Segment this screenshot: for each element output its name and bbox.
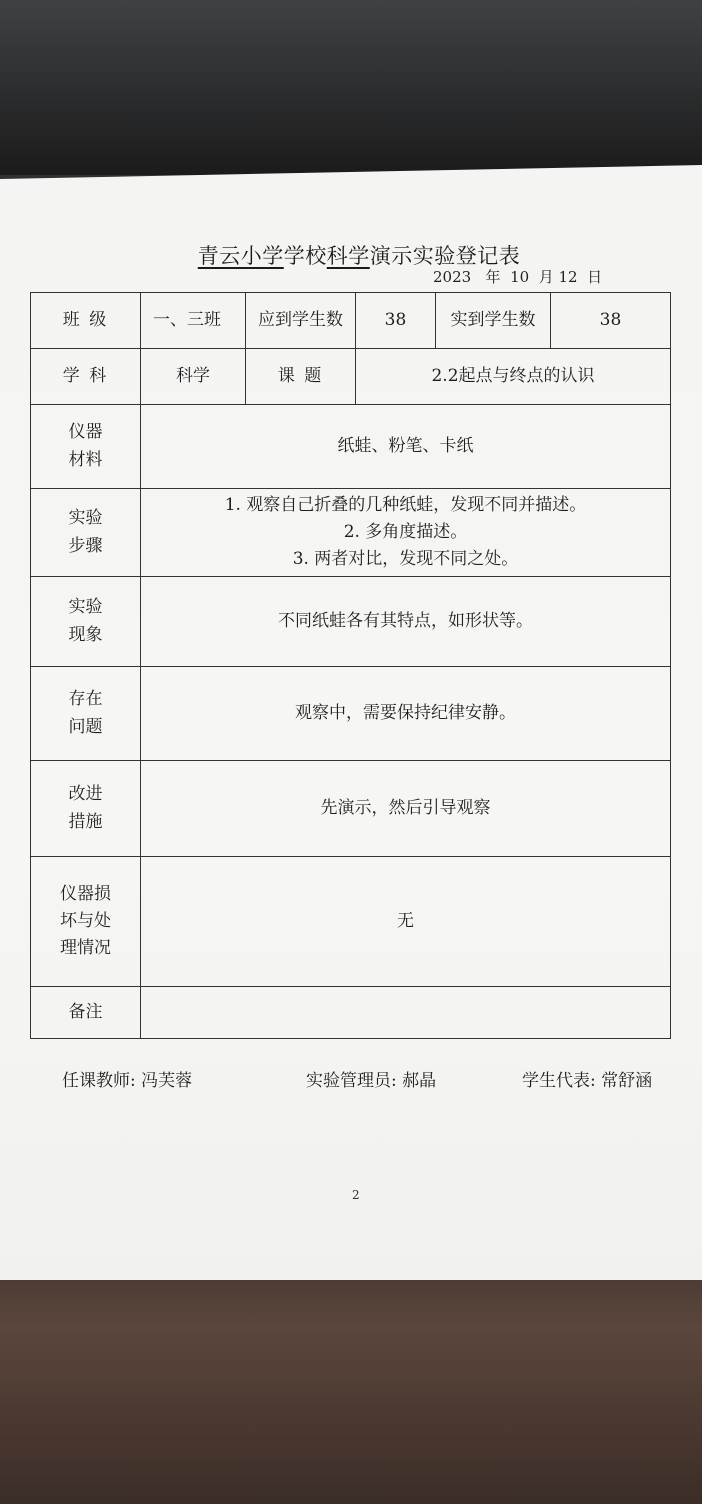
phenomenon-value: 不同纸蛙各有其特点，如形状等。: [141, 577, 671, 667]
date-day: 12: [558, 268, 578, 286]
subject-label: 学 科: [31, 349, 141, 405]
subject-value: 科学: [141, 349, 246, 405]
topic-label: 课 题: [246, 349, 356, 405]
teacher-signature: 任课教师: 冯芙蓉: [62, 1071, 193, 1091]
improvement-value: 先演示，然后引导观察: [141, 761, 671, 857]
table-row: [31, 761, 671, 857]
class-label: 班 级: [31, 293, 141, 349]
steps-list: [141, 489, 671, 577]
materials-value: 纸蛙、粉笔、卡纸: [141, 405, 671, 489]
step-item: 3. 两者对比，发现不同之处。: [292, 549, 519, 570]
title-part-science: 科学: [326, 244, 370, 268]
registration-table: [30, 292, 671, 1039]
step-item: 2. 多角度描述。: [343, 521, 468, 542]
table-row: [31, 293, 671, 349]
step-item: 1. 观察自己折叠的几种纸蛙，发现不同并描述。: [224, 494, 587, 515]
expected-students-value: 38: [356, 293, 436, 349]
class-value: 一、三班: [141, 293, 246, 349]
title-part-school: 学校: [283, 244, 327, 268]
improvement-label: 改进 措施: [31, 761, 141, 857]
topic-value: 2.2起点与终点的认识: [356, 349, 671, 405]
date-day-unit: 日: [587, 268, 603, 286]
steps-label: 实验 步骤: [31, 489, 141, 577]
actual-students-value: 38: [551, 293, 671, 349]
background-top: [0, 0, 702, 175]
table-row: [31, 489, 671, 577]
table-row: [31, 857, 671, 987]
materials-label: 仪器 材料: [31, 405, 141, 489]
phenomenon-label: 实验 现象: [31, 577, 141, 667]
problems-label: 存在 问题: [31, 667, 141, 761]
damage-value: 无: [141, 857, 671, 987]
problems-value: 观察中，需要保持纪律安静。: [141, 667, 671, 761]
date-year: 2023: [433, 268, 472, 286]
actual-students-label: 实到学生数: [436, 293, 551, 349]
table-row: [31, 577, 671, 667]
background-desk: [0, 1270, 702, 1504]
table-row: [31, 349, 671, 405]
date-line: [433, 266, 602, 287]
date-month-unit: 月: [538, 268, 554, 286]
remarks-value: [141, 987, 671, 1039]
admin-signature: 实验管理员: 郝晶: [306, 1071, 437, 1091]
remarks-label: 备注: [31, 987, 141, 1039]
page-number: 2: [352, 1188, 360, 1202]
table-row: [31, 667, 671, 761]
title-part-form: 演示实验登记表: [369, 244, 521, 268]
damage-label: 仪器损 坏与处 理情况: [31, 857, 141, 987]
table-row: [31, 987, 671, 1039]
date-month: 10: [510, 268, 530, 286]
table-row: [31, 405, 671, 489]
expected-students-label: 应到学生数: [246, 293, 356, 349]
student-signature: 学生代表: 常舒涵: [522, 1071, 653, 1091]
title-part-school-name: 青云小学: [197, 244, 284, 268]
date-year-unit: 年: [485, 268, 501, 286]
